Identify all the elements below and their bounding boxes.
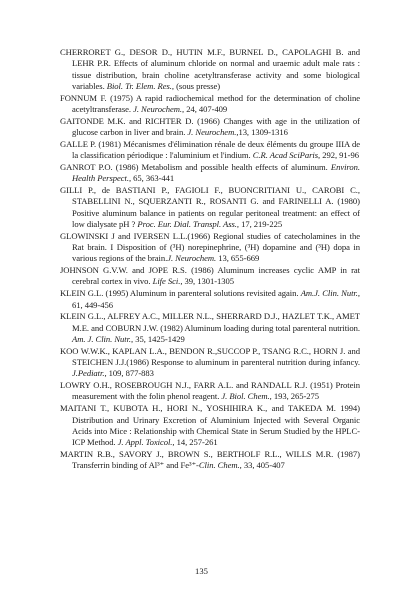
reference-entry — [60, 403, 360, 448]
reference-title: (1966) Regional studies of catecholamines in the Rat brain. I Disposition of (³H) norepinephrine, (³H) dopamine and (³H) dopa in various regions of the brain. — [72, 230, 360, 264]
reference-entry — [60, 449, 360, 472]
reference-authors: JOHNSON G.V.W. and JOPE R.S. — [60, 265, 187, 276]
reference-authors: GILLI P., de BASTIANI P., FAGIOLI F., BUONCRITIANI U., CAROBI C., STABELLINI N., SQUERZANTI R., ROSANTI G. and FARINELLI A. — [60, 185, 360, 207]
page-number: 135 — [195, 566, 208, 576]
reference-journal: J. Biol. Chem. — [221, 391, 270, 402]
reference-title: (1966) Changes with age in the utilization of glucose carbon in liver and brain. — [72, 115, 360, 138]
reference-journal: J. Appl. Toxicol. — [117, 437, 173, 448]
reference-journal: C.R. Acad SciParis — [252, 150, 319, 161]
reference-details: , 24, 407-409 — [182, 103, 228, 114]
reference-title: Effects of aluminum chloride on normal and uraemic adult male rats : tissue distribution, brain choline acetyltransferase activity and some biological variables. — [72, 58, 360, 91]
reference-authors: KLEIN G.L. — [60, 288, 104, 299]
reference-authors: KOO W.W.K., KAPLAN L.A., BENDON R.,SUCCOP P., TSANG R.C., HORN J. and STEICHEN J.J. — [60, 345, 360, 368]
reference-details: , 35, 1425-1429 — [131, 333, 185, 344]
reference-entry — [60, 311, 360, 345]
reference-journal: J. Neurochem. — [187, 127, 237, 138]
reference-title: (1987) Transferrin binding of Al³⁺ and Fe³⁺- — [72, 448, 360, 471]
reference-journal: Am. J. Clin. Nutr. — [72, 333, 132, 344]
reference-authors: LOWRY O.H., ROSEBROUGH N.J., FARR A.L. and RANDALL R.J. — [60, 380, 308, 391]
reference-journal: J. Neurochem. — [167, 253, 217, 264]
reference-journal: J.Pediatr. — [72, 368, 105, 379]
reference-list — [60, 47, 360, 472]
reference-entry — [60, 231, 360, 265]
reference-authors: MAITANI T., KUBOTA H., HORI N., YOSHIHIRA K., and TAKEDA M. — [60, 403, 336, 414]
reference-authors: KLEIN G.L., ALFREY A.C., MILLER N.L., SHERRARD D.J., HAZLET T.K., AMET M.E. and COBURN J.W. — [60, 311, 360, 333]
reference-title: (1980) Positive aluminum balance in patients on regular peritoneal treatment: an effect of low dialysate pH ? — [72, 196, 360, 229]
reference-authors: GALLE P. — [60, 138, 97, 149]
reference-entry — [60, 185, 360, 230]
reference-details: , 33, 405-407 — [239, 460, 285, 471]
reference-entry — [60, 139, 360, 162]
reference-authors: MARTIN R.B., SAVORY J., BROWN S., BERTHOLF R.L., WILLS M.R. — [60, 448, 334, 459]
reference-title: (1995) Aluminum in parenteral solutions revisited again. — [103, 288, 301, 299]
reference-details: ,13, 1309-1316 — [236, 127, 288, 138]
reference-details: 13, 655-669 — [216, 253, 260, 264]
reference-authors: CHERRORET G., DESOR D., HUTIN M.F., BURNEL D., CAPOLAGHI B. and LEHR P.R. — [60, 47, 360, 69]
reference-details: , 17, 219-225 — [236, 218, 283, 229]
reference-details: , (sous presse) — [171, 80, 221, 91]
reference-journal: Clin. Chem. — [198, 460, 240, 471]
reference-entry — [60, 265, 360, 288]
reference-journal: Life Sci. — [152, 276, 181, 287]
reference-title: (1986) Metabolism and possible health effects of aluminum. — [112, 161, 331, 172]
reference-title: (1981) Mécanismes d'élimination rénale de deux éléments du groupe IIIA de la classification périodique : l'aluminium et l'indium. — [72, 138, 360, 161]
reference-entry — [60, 346, 360, 380]
reference-details: , 14, 257-261 — [172, 437, 218, 448]
reference-title: (1951) Protein measurement with the folin phenol reagent. — [72, 380, 360, 402]
reference-journal: Environ. Health Perspect. — [72, 161, 360, 184]
reference-entry — [60, 288, 360, 311]
reference-authors: GAITONDE M.K. and RICHTER D. — [60, 115, 194, 126]
reference-journal: J. Neurochem. — [133, 103, 182, 114]
reference-title: (1975) A rapid radiochemical method for the determination of choline acetyltransferase. — [72, 92, 360, 114]
reference-entry — [60, 162, 360, 185]
reference-title: 1994) Distribution and Urinary Excretion of Aluminium Injected with Several Organic Acids into Mice : Relationship with Chemical State in Serum Studied by the HPLC-ICP Method. — [72, 403, 360, 448]
reference-authors: GLOWINSKI J and IVERSEN L.L. — [60, 230, 188, 241]
reference-title: (1986) Aluminum increases cyclic AMP in rat cerebral cortex in vivo. — [72, 265, 360, 287]
reference-authors: FONNUM F. — [60, 92, 107, 103]
reference-journal: Biol. Tr. Elem. Res. — [106, 80, 172, 91]
reference-journal: Am.J. Clin. Nutr. — [300, 288, 358, 299]
reference-details: , 193, 265-275 — [269, 391, 320, 402]
reference-entry — [60, 93, 360, 116]
reference-title: (1986) Response to aluminum in parenteral nutrition during infancy. — [126, 357, 360, 368]
reference-details: , 39, 1301-1305 — [180, 276, 234, 287]
reference-details: , 292, 91-96 — [318, 150, 359, 161]
reference-details: , 61, 449-456 — [72, 288, 360, 310]
reference-journal: Proc. Eur. Dial. Transpl. Ass. — [137, 218, 237, 229]
reference-entry — [60, 47, 360, 92]
reference-entry — [60, 380, 360, 403]
reference-details: , 109, 877-883 — [104, 368, 154, 379]
reference-authors: GANROT P.O. — [60, 161, 113, 172]
reference-title: (1982) Aluminum loading during total parenteral nutrition. — [158, 322, 360, 333]
reference-details: , 65, 363-441 — [128, 173, 175, 184]
reference-entry — [60, 116, 360, 139]
